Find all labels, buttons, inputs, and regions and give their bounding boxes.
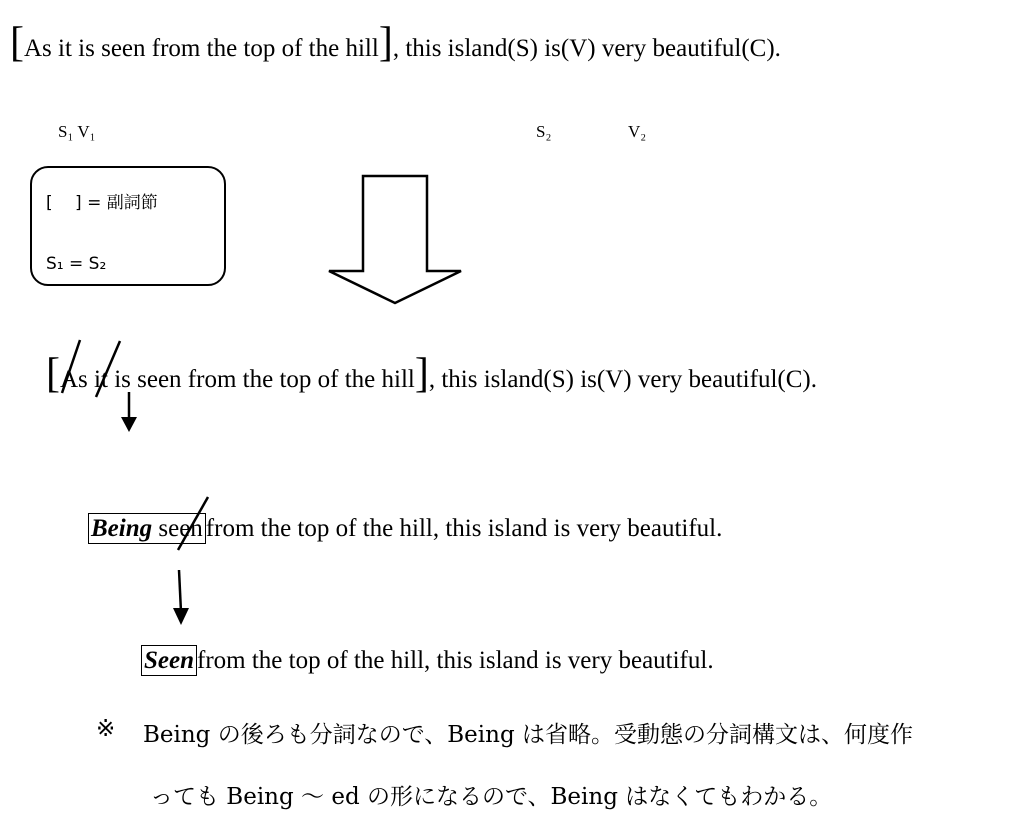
adverb-clause: As it is seen from the top of the hill (24, 35, 379, 62)
label-v2: V₂ (628, 122, 647, 141)
bracket-close-2: ] (414, 351, 429, 397)
footnote-line-1: Being の後ろも分詞なので、Being は省略。受動態の分詞構文は、何度作 (143, 722, 913, 748)
bracket-close: ] (378, 20, 393, 66)
small-arrow-1-head (121, 417, 137, 432)
main-clause-2: , this island(S) is(V) very beautiful(C). (428, 366, 817, 393)
being-seen-box (88, 513, 206, 544)
small-arrow-2-head (173, 608, 189, 625)
bracket-open-2: [ (46, 351, 60, 397)
label-s1-v1: S₁ V₁ (58, 122, 96, 141)
sentence-being-rest: from the top of the hill, this island is very beautiful. (205, 515, 723, 542)
small-arrow-2-shaft (179, 570, 181, 612)
word-as-struck: As (60, 366, 88, 393)
sentence-seen-rest: from the top of the hill, this island is very beautiful. (197, 647, 714, 674)
footnote-mark: ※ (96, 716, 116, 742)
word-seen-struck: seen (158, 515, 203, 542)
note-adverb-clause: [ ] = 副詞節 (46, 193, 158, 213)
main-clause: , this island(S) is(V) very beautiful(C). (392, 35, 781, 62)
word-being: Being (91, 515, 153, 542)
clause-rest: is seen from the top of the hill (107, 366, 415, 393)
footnote-line-2: っても Being 〜 ed の形になるので、Being はなくてもわかる。 (150, 784, 833, 810)
word-seen-boxed: Seen (141, 645, 197, 676)
label-s2: S₂ (536, 122, 552, 141)
word-it-struck: it (94, 366, 108, 393)
sentence-struck (46, 353, 817, 396)
sentence-being (88, 513, 722, 545)
big-down-arrow-icon (329, 176, 461, 303)
bracket-open: [ (10, 20, 24, 66)
note-subject-equal: S₁ = S₂ (46, 254, 107, 274)
sentence-seen (141, 645, 714, 677)
